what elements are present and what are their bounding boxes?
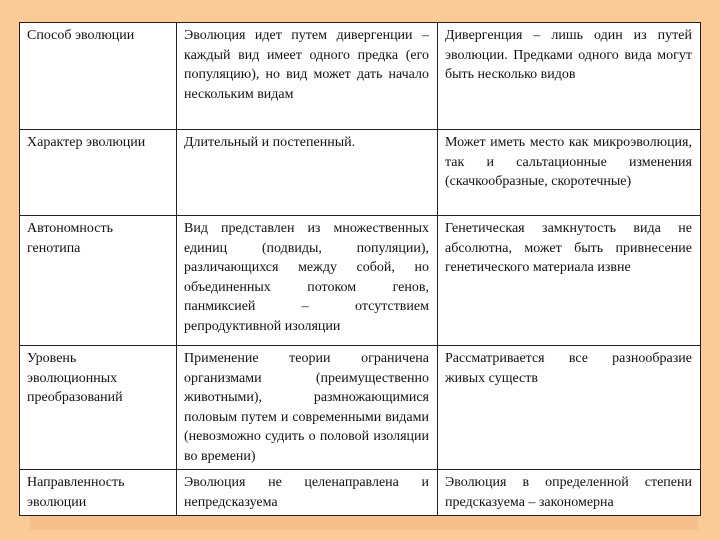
table-shadow	[30, 516, 698, 530]
theory-b-cell: Рассматривается все разнообразие живых существ	[438, 346, 701, 470]
theory-a-cell: Длительный и постепенный.	[177, 130, 438, 216]
theory-b-cell: Генетическая замкнутость вида не абсолютна, может быть привнесение генетического материала извне	[438, 216, 701, 346]
theory-a-cell: Вид представлен из множественных единиц (подвиды, популяции), различающихся между собой, но объединенных потоком генов, панмиксией – отсутствием репродуктивной изоляции	[177, 216, 438, 346]
table-row	[20, 23, 701, 130]
theory-a-cell: Эволюция не целенаправлена и непредсказуема	[177, 470, 438, 516]
evolution-comparison-table	[19, 22, 701, 516]
theory-b-cell: Может иметь место как микроэволюция, так и сальтационные изменения (скачкообразные, скоротечные)	[438, 130, 701, 216]
theory-a-cell: Применение теории ограничена организмами (преимущественно животными), размножающимися половым путем и современными видами (невозможно судить о половой изоляции во времени)	[177, 346, 438, 470]
theory-b-cell: Дивергенция – лишь один из путей эволюции. Предками одного вида могут быть несколько видов	[438, 23, 701, 130]
criterion-cell: Характер эволюции	[20, 130, 177, 216]
table-row	[20, 216, 701, 346]
table-row	[20, 130, 701, 216]
theory-a-cell: Эволюция идет путем дивергенции – каждый вид имеет одного предка (его популяцию), но вид может дать начало нескольким видам	[177, 23, 438, 130]
table-row	[20, 470, 701, 516]
theory-b-cell: Эволюция в определенной степени предсказуема – закономерна	[438, 470, 701, 516]
criterion-cell: Направленность эволюции	[20, 470, 177, 516]
criterion-cell: Способ эволюции	[20, 23, 177, 130]
criterion-cell: Уровень эволюционных преобразований	[20, 346, 177, 470]
criterion-cell: Автономность генотипа	[20, 216, 177, 346]
table-row	[20, 346, 701, 470]
